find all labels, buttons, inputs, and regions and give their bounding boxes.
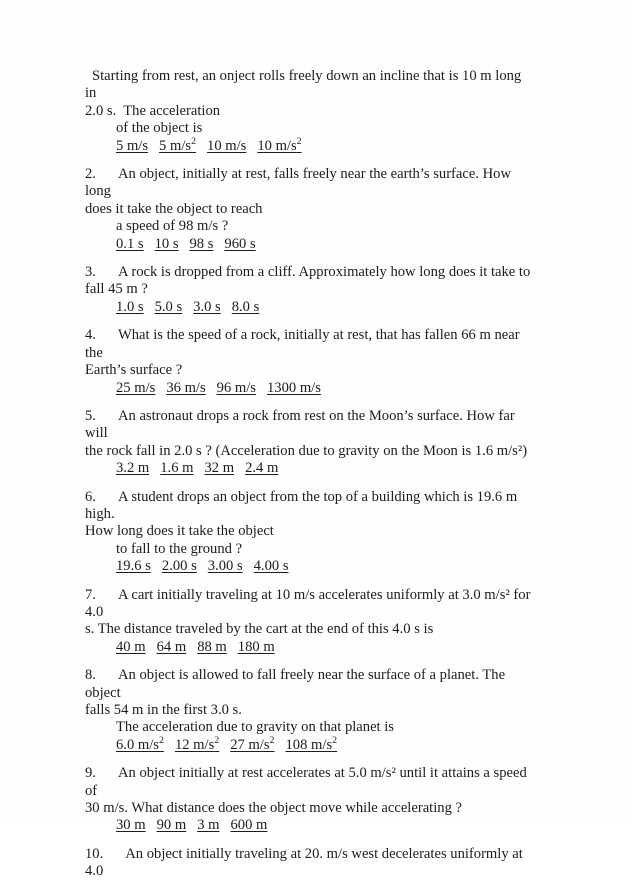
question-text: An object initially at rest accelerates at 5.0 m/s² until it attains a speed of — [85, 765, 531, 799]
question-first-line — [85, 667, 531, 702]
answer-choice[interactable] — [197, 817, 219, 834]
question-number: 10. — [85, 845, 104, 862]
answer-choice[interactable] — [230, 817, 267, 834]
answer-choice-exponent: 2 — [214, 734, 220, 746]
question-block — [85, 765, 531, 835]
answer-choice[interactable] — [193, 299, 221, 316]
question-text: s. The distance traveled by the cart at the end of this 4.0 s is — [85, 621, 434, 638]
answer-choice[interactable] — [166, 380, 205, 397]
answer-choice-value: 36 m/s — [166, 379, 206, 396]
answer-choice[interactable] — [116, 639, 146, 656]
question-block — [85, 264, 531, 316]
answer-choice[interactable] — [267, 380, 321, 397]
answer-choice[interactable] — [257, 135, 302, 155]
question-first-line — [85, 846, 531, 881]
question-text: does it take the object to reach — [85, 200, 263, 217]
answer-choice-value: 40 m — [116, 638, 146, 655]
answer-choice[interactable] — [208, 558, 243, 575]
answer-choice-value: 0.1 s — [116, 235, 144, 252]
question-number: 5. — [85, 407, 96, 424]
answer-choice[interactable] — [230, 734, 275, 754]
answer-choice-value: 19.6 s — [116, 558, 151, 575]
question-text: A rock is dropped from a cliff. Approximately how long does it take to — [117, 264, 531, 281]
answer-choices-row — [85, 380, 531, 397]
answer-choice[interactable] — [116, 558, 151, 575]
question-first-line — [85, 68, 531, 103]
answer-choice[interactable] — [285, 734, 338, 754]
question-wrap-line — [85, 621, 531, 638]
question-wrap-line — [85, 523, 531, 540]
answer-choice-value: 6.0 m/s — [116, 736, 159, 753]
question-text: A student drops an object from the top of a building which is 19.6 m high. — [85, 488, 521, 522]
question-number: 2. — [85, 166, 96, 183]
worksheet-body — [85, 68, 535, 892]
answer-choice-value: 32 m — [204, 460, 235, 477]
answer-choice-exponent: 2 — [158, 734, 164, 746]
answer-choice-value: 10 m/s — [257, 137, 297, 154]
question-text: Earth’s surface ? — [85, 362, 183, 379]
answer-choice-value: 960 s — [224, 235, 256, 252]
question-number: 9. — [85, 765, 96, 782]
answer-choice-value: 1300 m/s — [266, 379, 321, 396]
answer-choice-value: 12 m/s — [174, 736, 215, 753]
answer-choice[interactable] — [155, 236, 179, 253]
answer-choice-value: 3.0 s — [193, 298, 221, 315]
answer-choice-value: 30 m — [116, 817, 146, 834]
question-text: fall 45 m ? — [85, 281, 148, 298]
question-first-line — [85, 586, 535, 622]
question-wrap-line — [85, 702, 531, 719]
answer-choice[interactable] — [238, 639, 275, 656]
answer-choices-row — [85, 236, 531, 253]
answer-choice-exponent: 2 — [296, 135, 302, 147]
question-wrap-line — [85, 800, 531, 817]
question-indented-line: a speed of 98 m/s ? — [116, 218, 229, 235]
question-block — [85, 166, 531, 253]
answer-choice[interactable] — [207, 138, 246, 155]
question-text: An object, initially at rest, falls freely near the earth’s surface. How long — [85, 166, 515, 200]
answer-choice-value: 2.00 s — [161, 558, 197, 575]
question-first-line — [85, 166, 531, 201]
answer-choice-exponent: 2 — [269, 734, 275, 746]
question-wrap-line — [85, 443, 531, 460]
answer-choice-value: 5 m/s — [116, 137, 149, 154]
answer-choice-value: 3.2 m — [116, 460, 150, 477]
answer-choice[interactable] — [159, 135, 197, 155]
question-block — [85, 68, 531, 155]
answer-choice-value: 96 m/s — [216, 379, 256, 396]
answer-choice[interactable] — [160, 460, 193, 477]
answer-choices-row — [85, 817, 531, 834]
question-indented-line: of the object is — [116, 120, 203, 137]
question-first-line — [85, 765, 531, 800]
question-first-line — [85, 408, 531, 443]
answer-choice-value: 64 m — [156, 638, 187, 655]
question-number: 6. — [85, 488, 96, 505]
answer-choice[interactable] — [116, 236, 144, 253]
question-text: An astronaut drops a rock from rest on the Moon’s surface. How far will — [85, 407, 519, 442]
question-wrap-line — [85, 103, 531, 120]
answer-choices-row — [85, 639, 531, 656]
question-number: 3. — [85, 264, 96, 281]
question-first-line — [85, 264, 531, 281]
answer-choice-value: 25 m/s — [116, 379, 156, 396]
question-block — [85, 667, 531, 754]
question-number: 7. — [85, 586, 96, 603]
answer-choice-value: 5.0 s — [154, 298, 183, 315]
answer-choice[interactable] — [197, 639, 227, 656]
answer-choice-value: 3.00 s — [207, 558, 243, 575]
answer-choices-row — [85, 558, 531, 575]
answer-choice-value: 2.4 m — [245, 460, 279, 477]
question-indented-line: The acceleration due to gravity on that planet is — [116, 719, 394, 736]
answer-choice[interactable] — [116, 460, 149, 477]
answer-choice-value: 27 m/s — [230, 736, 270, 753]
answer-choices-row — [85, 460, 531, 477]
answer-choice[interactable] — [205, 460, 235, 477]
question-indented-line: to fall to the ground ? — [116, 540, 243, 557]
answer-choice[interactable] — [174, 734, 220, 754]
answer-choice[interactable] — [116, 817, 146, 834]
answer-choice[interactable] — [190, 236, 214, 253]
question-block — [85, 586, 535, 657]
question-block — [85, 846, 531, 881]
answer-choice-value: 10 m/s — [207, 137, 247, 154]
answer-choice-value: 4.00 s — [253, 558, 289, 575]
answer-choice-exponent: 2 — [191, 135, 197, 147]
answer-choice[interactable] — [232, 299, 260, 316]
answer-choice-value: 90 m — [156, 817, 187, 834]
question-text: How long does it take the object — [85, 523, 274, 540]
answer-choices-row — [85, 299, 531, 316]
answer-choice-value: 600 m — [230, 817, 268, 834]
question-number: 4. — [85, 327, 96, 344]
answer-choice[interactable] — [155, 299, 183, 316]
answer-choice-value: 5 m/s — [159, 137, 192, 154]
question-text: the rock fall in 2.0 s ? (Acceleration due to gravity on the Moon is 1.6 m/s²) — [85, 442, 528, 459]
question-block — [85, 408, 531, 478]
answer-choice-exponent: 2 — [332, 734, 338, 746]
answer-choice[interactable] — [245, 460, 278, 477]
answer-choice[interactable] — [162, 558, 197, 575]
answer-choice[interactable] — [254, 558, 289, 575]
answer-choice-value: 88 m — [197, 638, 227, 655]
answer-choice[interactable] — [116, 734, 164, 754]
question-number: 8. — [85, 667, 96, 684]
question-text: What is the speed of a rock, initially at rest, that has fallen 66 m near the — [85, 327, 524, 361]
question-first-line — [85, 489, 531, 524]
question-block — [85, 489, 531, 576]
answer-choice[interactable] — [157, 817, 187, 834]
question-block — [85, 327, 531, 397]
question-wrap-line — [85, 281, 531, 298]
question-text: Starting from rest, an onject rolls freely down an incline that is 10 m long in — [85, 68, 525, 102]
question-wrap-line — [85, 362, 531, 379]
answer-choice-value: 8.0 s — [231, 298, 260, 315]
answer-choice-value: 1.0 s — [116, 298, 144, 315]
answer-choice[interactable] — [224, 236, 255, 253]
answer-choice-value: 98 s — [189, 235, 214, 252]
answer-choice-value: 108 m/s — [285, 736, 333, 753]
answer-choice[interactable] — [116, 138, 148, 155]
question-text: falls 54 m in the first 3.0 s. — [85, 702, 242, 718]
question-text: 30 m/s. What distance does the object move while accelerating ? — [85, 800, 463, 817]
question-wrap-line — [85, 201, 531, 218]
question-text: An object is allowed to fall freely near the surface of a planet. The object — [85, 667, 509, 701]
answer-choice-value: 3 m — [197, 817, 220, 834]
answer-choices-row — [85, 734, 531, 754]
answer-choice[interactable] — [116, 299, 144, 316]
answer-choice[interactable] — [157, 639, 187, 656]
question-text: 2.0 s. The acceleration — [85, 102, 221, 119]
answer-choice-value: 180 m — [237, 638, 275, 655]
answer-choice-value: 1.6 m — [160, 460, 194, 477]
question-text: A cart initially traveling at 10 m/s accelerates uniformly at 3.0 m/s² for 4.0 — [85, 586, 535, 620]
question-first-line — [85, 327, 531, 362]
answer-choice[interactable] — [116, 380, 155, 397]
answer-choices-row — [85, 135, 531, 155]
question-text: An object initially traveling at 20. m/s west decelerates uniformly at 4.0 — [85, 845, 527, 880]
answer-choice[interactable] — [217, 380, 256, 397]
answer-choice-value: 10 s — [154, 235, 179, 252]
